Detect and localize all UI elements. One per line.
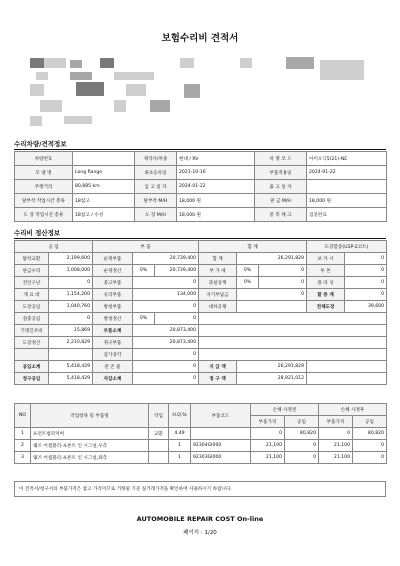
table-cell: 21,100 [319, 440, 353, 452]
field-label: 판금수리 [15, 265, 49, 277]
field-value: 2024-01-22 [177, 180, 255, 194]
field-value: 39,600 [345, 301, 387, 313]
table-cell: 1 [169, 452, 191, 464]
table-row [15, 452, 387, 464]
field-label: 차 명 코 드 [255, 152, 307, 166]
field-label: 출 고 일 자 [255, 180, 307, 194]
table-cell: 0 [285, 452, 319, 464]
field-label: 부품적용일 [255, 166, 307, 180]
field-value: 0 [345, 277, 387, 289]
field-label: 플 라 싱 [307, 277, 345, 289]
field-value: 0% [237, 265, 259, 277]
column-header: NO [15, 404, 31, 428]
table-row [15, 313, 387, 325]
field-label: 기명긴조비 [15, 325, 49, 337]
table-cell: 0 [353, 452, 387, 464]
field-value: 20,873,400 [133, 337, 199, 349]
table-row [15, 152, 387, 166]
table-cell: 프런트범퍼커버 [31, 428, 149, 440]
field-label: 중고부품 [93, 277, 133, 289]
field-label: 순정정산 [93, 265, 133, 277]
table-cell: 교환 [149, 428, 169, 440]
field-label: 차량번호 [15, 152, 73, 166]
table-cell: 21,100 [251, 452, 285, 464]
redacted-block [70, 60, 82, 68]
column-subheader: 부품가격 [251, 416, 285, 428]
field-value: 18,000 원 [177, 194, 255, 208]
redacted-block [240, 58, 252, 68]
field-label: 재 료 대 [15, 289, 49, 301]
field-value: 1,008,000 [49, 265, 93, 277]
empty-cell [199, 325, 387, 337]
field-value: 0 [133, 349, 199, 361]
column-header: 공 임 [15, 241, 93, 253]
field-value: 1,040,760 [49, 301, 93, 313]
field-label: 과실상계 [199, 277, 237, 289]
field-label: 투 톤 [307, 265, 345, 277]
field-value: 20,739,400 [155, 265, 199, 277]
column-subheader: 공임 [285, 416, 319, 428]
field-value: 2,199,600 [49, 253, 93, 265]
redacted-block [30, 84, 44, 96]
column-header: 손해 사정후 [319, 404, 387, 416]
field-label: 도장공임 [15, 301, 49, 313]
table-cell: 80,820 [353, 428, 387, 440]
field-value: 18,000 원 [177, 208, 255, 222]
table-cell: 웨즈 어셈블리-프론트 인 시그널,좌측 [31, 452, 149, 464]
table-row [15, 325, 387, 337]
vehicle-info-table [14, 151, 387, 222]
field-value: 0 [133, 361, 199, 373]
redacted-block [30, 58, 44, 68]
table-row [15, 289, 387, 301]
field-value: 18,000 원 [307, 194, 387, 208]
redacted-block [114, 100, 126, 112]
redacted-block [64, 116, 92, 124]
table-row [15, 208, 387, 222]
page-indicator: 페이지 : 1/20 [183, 530, 217, 536]
redacted-block [320, 60, 364, 80]
table-cell: 0 [353, 440, 387, 452]
field-value: 26,291,829 [237, 253, 307, 265]
field-label: 대차공제 [199, 301, 237, 313]
field-value: 26,291,829 [237, 361, 307, 373]
empty-cell [199, 349, 387, 361]
table-row [15, 361, 387, 373]
field-value: 0 [345, 253, 387, 265]
section-title-vehicle: 수리차량/견적정보 [14, 140, 67, 148]
field-value: 0 [237, 289, 307, 301]
field-label: 입 고 일 자 [135, 180, 177, 194]
empty-cell [307, 373, 387, 385]
field-label: 제작사/차종 [135, 152, 177, 166]
table-row [15, 194, 387, 208]
field-value [49, 349, 93, 361]
table-cell: 0 [251, 428, 285, 440]
redacted-block [180, 58, 194, 68]
redacted-block [100, 58, 114, 68]
field-label: 중 복 체 크 [255, 208, 307, 222]
field-label: 감가상각 [93, 349, 133, 361]
redacted-block [70, 72, 92, 80]
field-value: 0% [133, 313, 155, 325]
field-value: 5,418,429 [49, 373, 93, 385]
table-row [15, 404, 387, 416]
field-label: 도 장 M/H [135, 208, 177, 222]
column-header: 합 계 [199, 241, 307, 253]
field-value: 0 [133, 277, 199, 289]
field-label: 도 장 작업시간 총류 [15, 208, 73, 222]
table-cell [149, 440, 169, 452]
field-value [237, 301, 307, 313]
field-label: 견인구난 [15, 277, 49, 289]
redacted-block [36, 72, 48, 80]
field-value: 0 [133, 373, 199, 385]
field-value: 1,154,200 [49, 289, 93, 301]
field-label: 할 증 계 [307, 289, 345, 301]
field-value: 0 [155, 313, 199, 325]
table-cell: 21,100 [251, 440, 285, 452]
table-cell: 2 [15, 440, 31, 452]
column-header: 작업항목 및 부품명 [31, 404, 149, 428]
field-value [307, 180, 387, 194]
table-row [15, 337, 387, 349]
table-cell [191, 428, 251, 440]
field-label: 탈부착 작업시간 총류 [15, 194, 73, 208]
field-label: 부 가 세 [199, 265, 237, 277]
document-title: 보험수리비 견적서 [161, 33, 239, 44]
table-row [15, 349, 387, 361]
field-value: 현대 / RV [177, 152, 255, 166]
column-subheader: 공임 [353, 416, 387, 428]
field-value: 18참고 [73, 194, 135, 208]
field-label: 정구부품 [93, 337, 133, 349]
field-label: 도장정산 [15, 337, 49, 349]
table-cell: 80,820 [285, 428, 319, 440]
redacted-block [30, 116, 42, 126]
redacted-block [40, 100, 62, 112]
field-value: 0 [49, 313, 93, 325]
field-value: 18참고 / 수성 [73, 208, 135, 222]
table-row [15, 373, 387, 385]
field-label: 주행거리 [15, 180, 73, 194]
empty-cell [199, 337, 387, 349]
section-title-cost: 수리비 정산정보 [14, 229, 61, 237]
field-label [15, 349, 49, 361]
table-row [15, 241, 387, 253]
field-label: 합 계 [199, 253, 237, 265]
section-divider [14, 149, 386, 150]
field-value: 2021-10-16 [177, 166, 255, 180]
field-value: 0% [237, 277, 259, 289]
field-label: 모 델 명 [15, 166, 73, 180]
table-row [15, 253, 387, 265]
table-row [15, 180, 387, 194]
field-label: 정 구 액 [199, 373, 237, 385]
table-cell: 웨즈 어셈블리-프론트 인 시그널,우측 [31, 440, 149, 452]
redacted-block [150, 100, 170, 112]
table-cell: 1 [15, 428, 31, 440]
table-cell: 92303GI000 [191, 452, 251, 464]
field-value: 0% [133, 265, 155, 277]
field-value: 20,873,400 [133, 325, 199, 337]
redacted-block [114, 72, 154, 80]
redacted-block [76, 82, 104, 96]
table-cell: 92304GI000 [191, 440, 251, 452]
column-header: 부 품 [93, 241, 199, 253]
field-value: 0 [49, 277, 93, 289]
field-value: 80,885 km [73, 180, 135, 194]
field-value: 0 [133, 301, 199, 313]
field-label: 순정부품 [93, 253, 133, 265]
field-label: 방청정산 [93, 313, 133, 325]
table-cell: 0 [285, 440, 319, 452]
footer-note: 이 견적서/청구서의 부품가격은 참고 가격이므로 거래될 기준 실거래가격을 확인하여 사용하시기 바랍니다. [14, 481, 386, 497]
redacted-block [286, 57, 314, 69]
empty-cell [199, 313, 387, 325]
section-divider [14, 238, 386, 239]
field-label: 탈착교환 [15, 253, 49, 265]
table-row [15, 277, 387, 289]
column-subheader: 부품가격 [319, 416, 353, 428]
table-cell: 21,100 [319, 452, 353, 464]
column-header: 손해 사정전 [251, 404, 319, 416]
table-cell: 0 [319, 428, 353, 440]
field-label: 방청부품 [93, 301, 133, 313]
table-cell: 3 [15, 452, 31, 464]
field-value: 0 [345, 265, 387, 277]
table-row [15, 265, 387, 277]
field-label: 자기부담금 [199, 289, 237, 301]
field-value: 0 [345, 289, 387, 301]
field-value: 2024-01-22 [307, 166, 387, 180]
field-label: 공임소계 [15, 361, 49, 373]
table-row [15, 166, 387, 180]
redacted-block [184, 84, 200, 98]
column-header: 작업 [149, 404, 169, 428]
field-label: 자감소계 [93, 373, 133, 385]
field-value: 20,739,400 [133, 253, 199, 265]
field-value: 15,869 [49, 325, 93, 337]
column-header: 부품코드 [191, 404, 251, 428]
table-row [15, 440, 387, 452]
field-value: 28,921,012 [237, 373, 307, 385]
field-label: 정구공임 [15, 373, 49, 385]
field-value: 검증완료 [307, 208, 387, 222]
footer-brand: AUTOMOBILE REPAIR COST On-line [136, 515, 264, 523]
field-value: 0 [259, 277, 307, 289]
table-row [15, 428, 387, 440]
table-row [15, 301, 387, 313]
empty-cell [307, 361, 387, 373]
table-cell: 4.49 [169, 428, 191, 440]
field-label: 지 급 액 [199, 361, 237, 373]
field-label: 판 금 M/H [255, 194, 307, 208]
column-header: H.Q.% [169, 404, 191, 428]
field-value: 5,418,429 [49, 361, 93, 373]
field-value: 0 [259, 265, 307, 277]
redacted-block [44, 58, 66, 68]
table-cell: 1 [169, 440, 191, 452]
field-label: 보 카 시 [307, 253, 345, 265]
field-label: 전체도장 [307, 301, 345, 313]
field-label: 부품소계 [93, 325, 133, 337]
field-label: 최초등록일 [135, 166, 177, 180]
field-label: 절충공임 [15, 313, 49, 325]
field-label: 잔 존 물 [93, 361, 133, 373]
column-header: 도장할증(U3P-2코트) [307, 241, 387, 253]
field-value: 134,000 [133, 289, 199, 301]
table-cell [149, 452, 169, 464]
redacted-block [126, 84, 146, 96]
field-label: 탈부착 M/H [135, 194, 177, 208]
parts-table [14, 403, 387, 464]
cost-table [14, 240, 387, 385]
field-value [73, 152, 135, 166]
field-value: 2,210,829 [49, 337, 93, 349]
field-label: 유리부품 [93, 289, 133, 301]
field-value: Long Range [73, 166, 135, 180]
field-value: 아이오닉5(21)-NE [307, 152, 387, 166]
